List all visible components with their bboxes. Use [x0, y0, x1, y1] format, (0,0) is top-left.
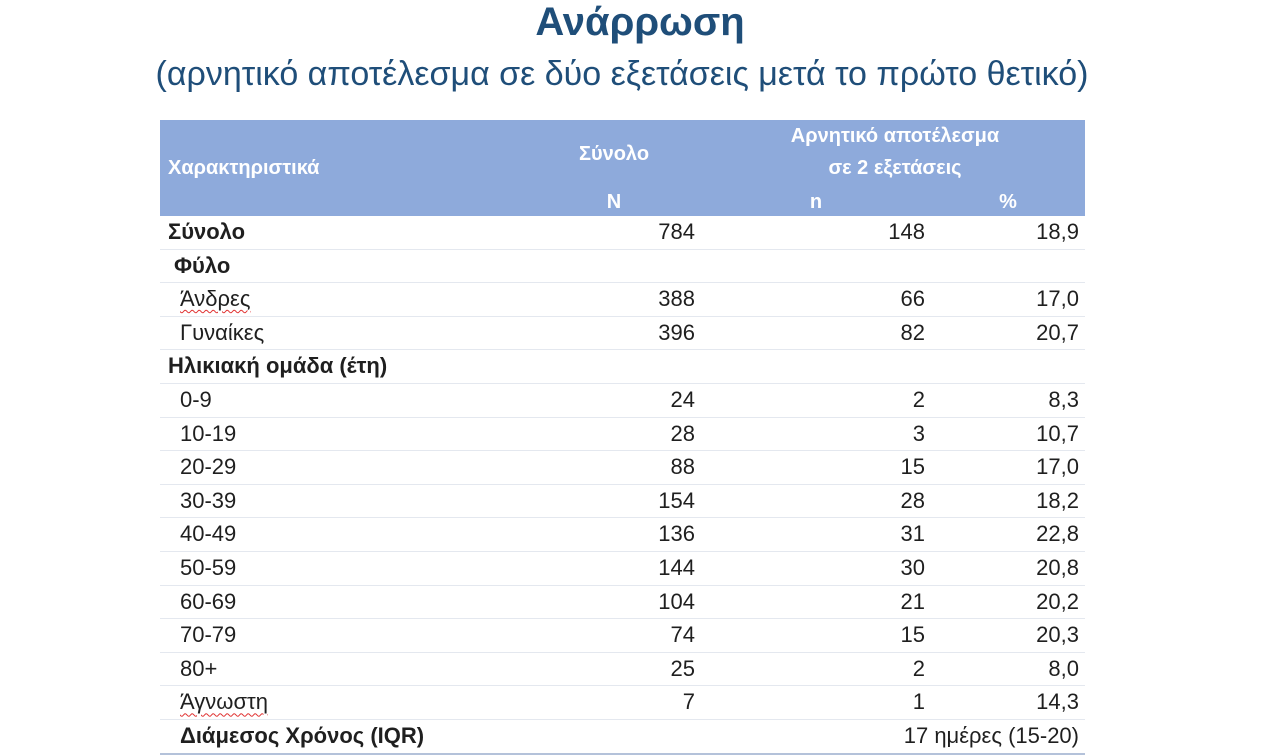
table-row [160, 619, 1085, 653]
header-negative-line1: Αρνητικό αποτέλεσμα [790, 125, 1000, 147]
row-N: 88 [670, 454, 695, 480]
table-row [160, 317, 1085, 351]
row-label: 50-59 [180, 554, 237, 580]
table-row [160, 384, 1085, 418]
table-row-age-group [160, 350, 1085, 384]
table-row [160, 283, 1085, 317]
row-label: 70-79 [180, 622, 237, 648]
row-label: Γυναίκες [180, 319, 265, 345]
row-label: Άνδρες [180, 286, 251, 312]
row-N: 28 [670, 420, 695, 446]
row-label: Διάμεσος Χρόνος (IQR) [180, 722, 425, 748]
header-negative-line2: σε 2 εξετάσεις [828, 157, 962, 179]
row-pct: 18,9 [1036, 219, 1079, 244]
row-N: 74 [670, 622, 695, 648]
table-row-sex-group [160, 250, 1085, 284]
row-label: 40-49 [180, 521, 237, 547]
median-value: 17 ημέρες (15-20) [903, 722, 1079, 748]
row-N: 7 [682, 689, 695, 715]
row-label: 10-19 [180, 420, 237, 446]
row-n: 15 [900, 622, 925, 648]
row-pct: 17,0 [1036, 454, 1079, 480]
header-pct: % [999, 191, 1017, 213]
row-label: 80+ [180, 655, 218, 681]
row-pct: 10,7 [1036, 420, 1079, 446]
row-n: 2 [912, 655, 925, 681]
row-N: 144 [658, 554, 695, 580]
table-row-median [160, 720, 1085, 755]
row-N: 784 [658, 219, 695, 244]
row-N: 25 [670, 655, 695, 681]
row-pct: 22,8 [1036, 521, 1079, 547]
row-n: 30 [900, 554, 925, 580]
row-N: 154 [658, 487, 695, 513]
row-pct: 20,7 [1036, 319, 1079, 345]
row-pct: 20,8 [1036, 554, 1079, 580]
page-subtitle: (αρνητικό αποτέλεσμα σε δύο εξετάσεις μετά το πρώτο θετικό) [155, 55, 1089, 93]
header-n: n [809, 191, 823, 213]
row-pct: 20,3 [1036, 622, 1079, 648]
row-N: 396 [658, 319, 695, 345]
row-N: 388 [658, 286, 695, 312]
table-row [160, 518, 1085, 552]
row-n: 148 [888, 219, 925, 244]
table-row-total [160, 216, 1085, 250]
row-n: 15 [900, 454, 925, 480]
table-header [160, 120, 1085, 216]
page-title: Ανάρρωση [535, 0, 745, 44]
row-n: 1 [912, 689, 925, 715]
table-row [160, 586, 1085, 620]
row-pct: 14,3 [1036, 689, 1079, 715]
row-label: Ηλικιακή ομάδα (έτη) [168, 353, 388, 379]
table-row [160, 653, 1085, 687]
row-n: 3 [912, 420, 925, 446]
table-row [160, 552, 1085, 586]
row-label: Σύνολο [168, 219, 246, 244]
row-n: 2 [912, 386, 925, 412]
recovery-table [160, 120, 1085, 755]
row-N: 136 [658, 521, 695, 547]
header-total: Σύνολο [578, 143, 650, 165]
row-label: 0-9 [180, 386, 212, 412]
row-pct: 8,0 [1048, 655, 1079, 681]
table-row [160, 485, 1085, 519]
row-label: 60-69 [180, 588, 237, 614]
row-pct: 20,2 [1036, 588, 1079, 614]
header-N: N [606, 191, 622, 213]
row-label: Άγνωστη [180, 689, 268, 715]
row-pct: 8,3 [1048, 386, 1079, 412]
row-n: 31 [900, 521, 925, 547]
row-N: 24 [670, 386, 695, 412]
table-row [160, 418, 1085, 452]
row-pct: 18,2 [1036, 487, 1079, 513]
table-row [160, 451, 1085, 485]
row-n: 28 [900, 487, 925, 513]
row-n: 66 [900, 286, 925, 312]
header-characteristics: Χαρακτηριστικά [168, 157, 320, 179]
table-row [160, 686, 1085, 720]
row-pct: 17,0 [1036, 286, 1079, 312]
row-label: 30-39 [180, 487, 237, 513]
row-label: Φύλο [174, 252, 231, 278]
row-N: 104 [658, 588, 695, 614]
row-label: 20-29 [180, 454, 237, 480]
row-n: 21 [900, 588, 925, 614]
row-n: 82 [900, 319, 925, 345]
